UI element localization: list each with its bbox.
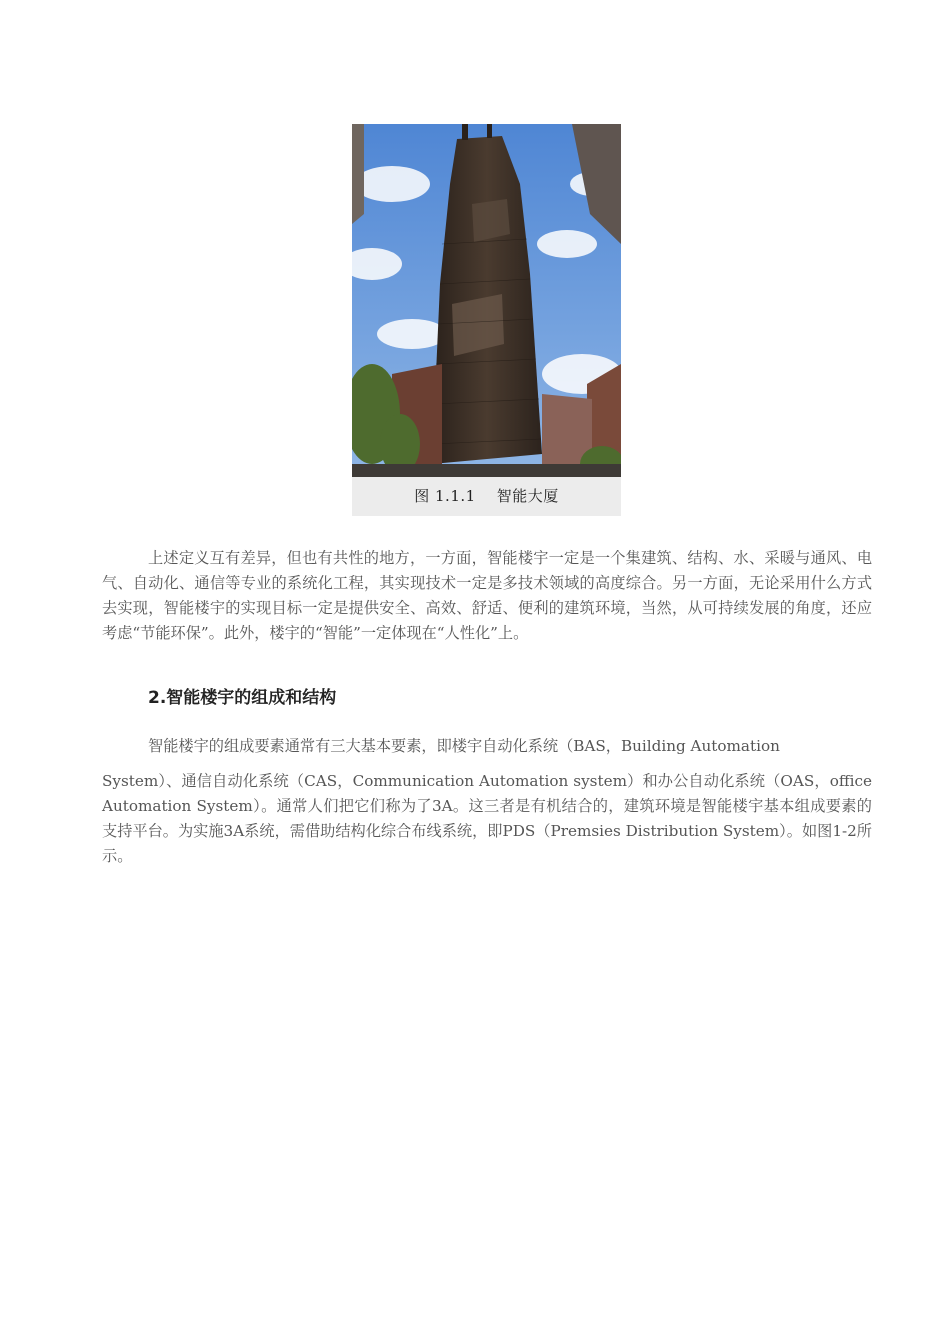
figure-building bbox=[352, 124, 621, 516]
section-heading bbox=[148, 683, 336, 708]
building-photo bbox=[352, 124, 621, 477]
paragraph-components-line1: 智能楼宇的组成要素通常有三大基本要素，即楼宇自动化系统（BAS，Building Automation bbox=[148, 737, 780, 755]
section-heading-number: 2. bbox=[148, 688, 167, 708]
paragraph-components-rest: System）、通信自动化系统（CAS，Communication Automation system）和办公自动化系统（OAS，office Automation System）。通常人们把它们称为了3A。这三者是有机结合的，建筑环境是智能楼宇基本组成要素的支持平台。为实施3A系统，需借助结构化综合布线系统，即PDS（Premsies Distribution System）。如图1-2所示。 bbox=[102, 772, 872, 865]
figure-caption bbox=[352, 477, 621, 516]
figure-caption-title: 智能大厦 bbox=[496, 487, 559, 505]
paragraph-components bbox=[102, 734, 872, 869]
paragraph-shared-features: 上述定义互有差异，但也有共性的地方，一方面，智能楼宇一定是一个集建筑、结构、水、采暖与通风、电气、自动化、通信等专业的系统化工程，其实现技术一定是多技术领域的高度综合。另一方面，无论采用什么方式去实现，智能楼宇的实现目标一定是提供安全、高效、舒适、便利的建筑环境，当然，从可持续发展的角度，还应考虑“节能环保”。此外，楼宇的“智能”一定体现在“人性化”上。 bbox=[102, 549, 872, 642]
figure-caption-number: 图 1.1.1 bbox=[414, 487, 476, 505]
section-heading-text: 智能楼宇的组成和结构 bbox=[166, 688, 337, 708]
